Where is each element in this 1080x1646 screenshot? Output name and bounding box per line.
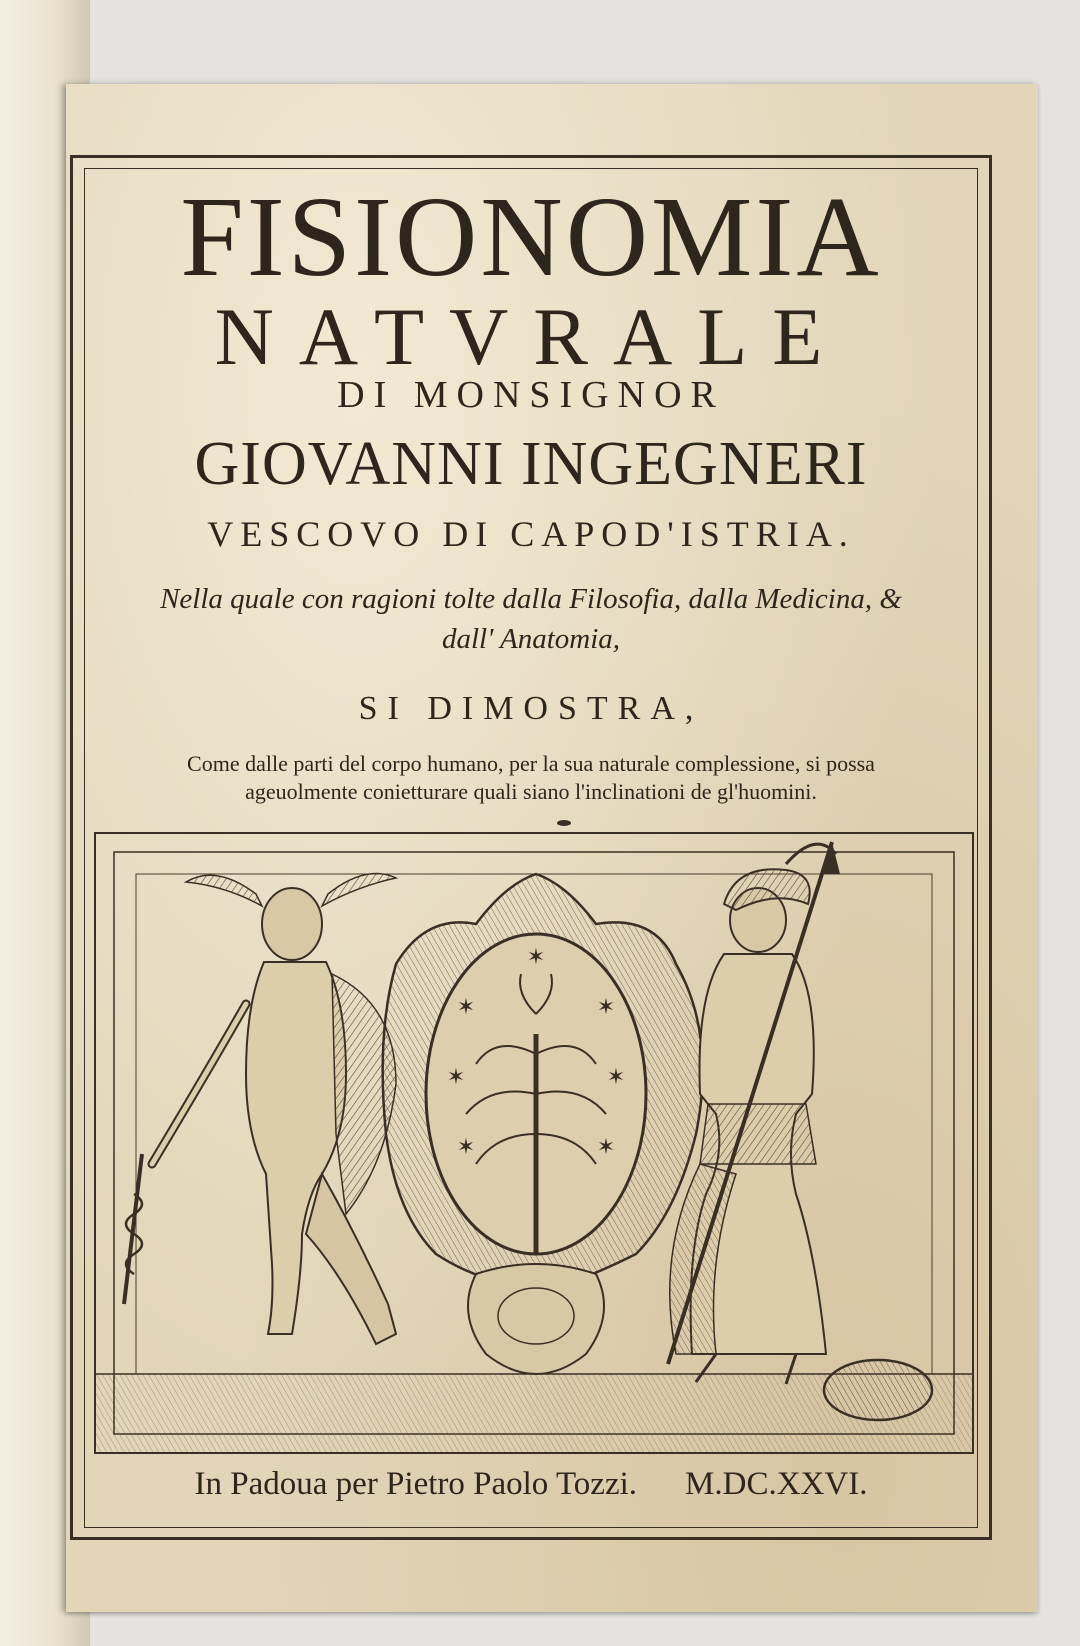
ornament-dash — [557, 820, 571, 826]
cartouche — [383, 874, 703, 1374]
description-line-2: ageuolmente conietturare quali siano l'inclinationi de gl'huomini. — [245, 779, 817, 804]
svg-text:✶: ✶ — [596, 995, 616, 1020]
description-line-1: Come dalle parti del corpo humano, per la sua naturale complessione, si possa — [187, 751, 875, 776]
minerva-figure — [668, 842, 932, 1420]
svg-text:✶: ✶ — [456, 995, 476, 1020]
engraving-svg — [96, 834, 972, 1452]
imprint-year: M.DC.XXVI. — [685, 1466, 868, 1502]
heading-si-dimostra: SI DIMOSTRA, — [358, 690, 704, 727]
title-line-1: FISIONOMIA — [180, 173, 882, 300]
author-name: GIOVANNI INGEGNERI — [194, 430, 868, 498]
author-role: VESCOVO DI CAPOD'ISTRIA. — [207, 514, 855, 554]
svg-text:✶: ✶ — [456, 1135, 476, 1160]
title-line-3: DI MONSIGNOR — [337, 374, 725, 416]
title-line-2: NATVRALE — [214, 291, 848, 382]
subtitle-line-1: Nella quale con ragioni tolte dalla Filosofia, dalla Medicina, & — [160, 583, 902, 615]
svg-text:✶: ✶ — [526, 945, 546, 970]
svg-text:✶: ✶ — [446, 1065, 466, 1090]
mercury-figure — [124, 874, 396, 1344]
subtitle-line-2: dall' Anatomia, — [441, 623, 621, 655]
engraving-illustration — [94, 832, 974, 1454]
svg-text:✶: ✶ — [596, 1135, 616, 1160]
imprint-place-printer: In Padoua per Pietro Paolo Tozzi. — [194, 1466, 638, 1502]
svg-text:✶: ✶ — [606, 1065, 626, 1090]
imprint-line — [90, 1462, 972, 1506]
